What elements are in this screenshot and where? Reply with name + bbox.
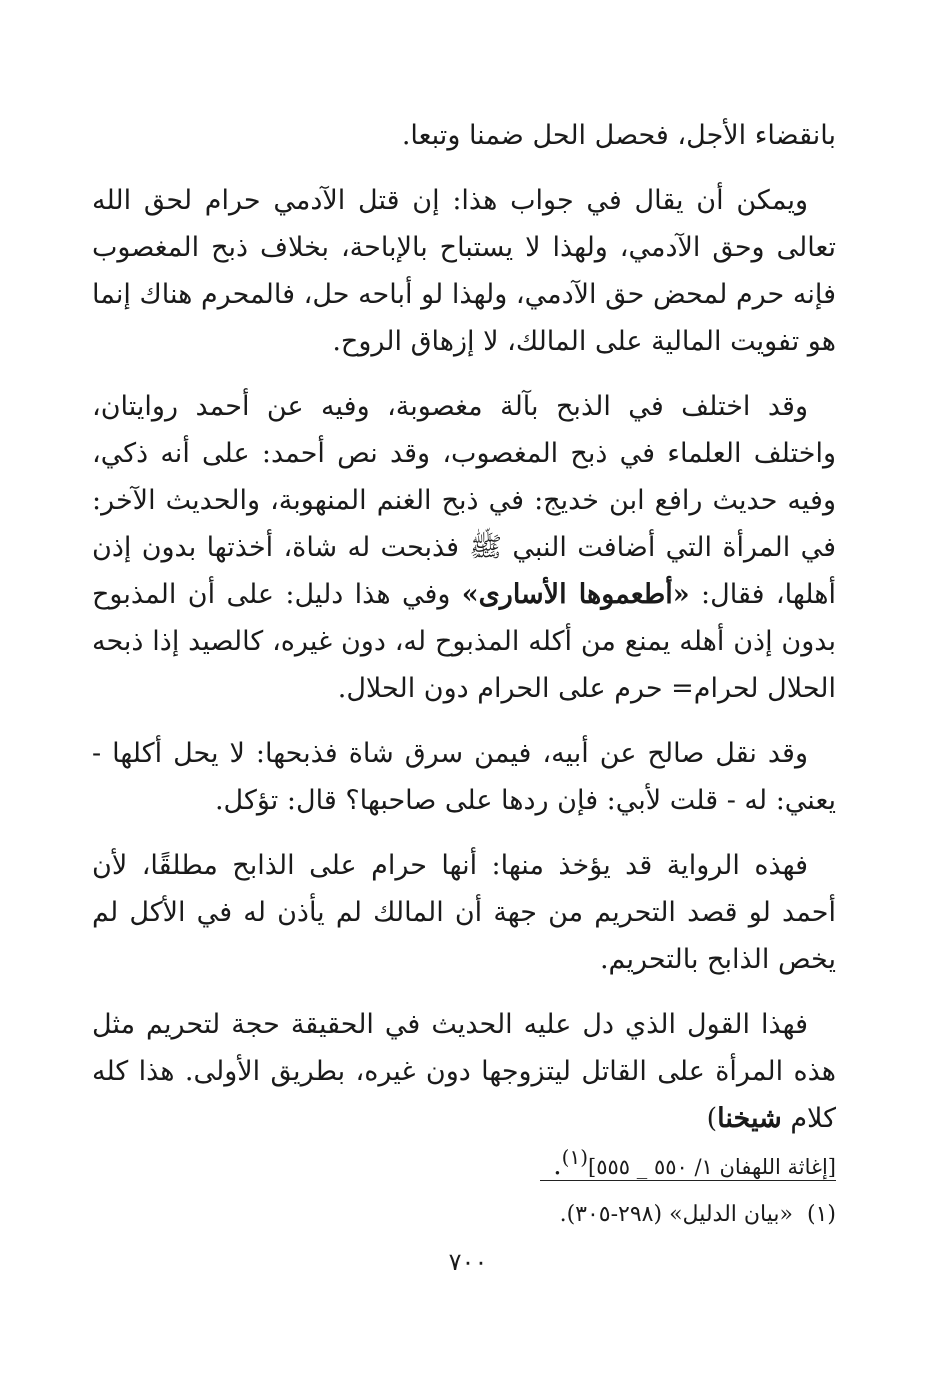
paragraph-6: [92, 1001, 836, 1191]
paragraph-6-paren: ): [706, 1103, 718, 1134]
shaykh-name: شيخنا: [717, 1103, 782, 1134]
footnote-reference: (١): [561, 1145, 589, 1169]
paragraph-1: بانقضاء الأجل، فحصل الحل ضمنا وتبعا.: [401, 120, 836, 151]
footnote-divider: [540, 1180, 836, 1181]
paragraph-2: ويمكن أن يقال في جواب هذا: إن قتل الآدمي حرام لحق الله تعالى وحق الآدمي، ولهذا لا يستباح بالإباحة، بخلاف ذبح المغصوب فإنه حرم لمحض حق الآدمي، ولهذا لو أباحه حل، فالمحرم هناك إنما هو تفويت المالية على المالك، لا إزهاق الروح.: [92, 185, 836, 357]
footnote-text: «بيان الدليل» (٢٩٨-٣٠٥).: [559, 1202, 793, 1227]
page-number: ٧٠٠: [448, 1248, 488, 1276]
page-body: [92, 112, 836, 1209]
paragraph-3-text-b: وفي هذا دليل: على أن المذبوح بدون إذن أهله يمنع من أكله المذبوح له، دون غيره، كالصيد إذا ذبحه الحلال لحرام= حرم على الحرام دون الحلال.: [92, 579, 836, 704]
paragraph-6-text-a: فهذا القول الذي دل عليه الحديث في الحقيقة حجة لتحريم مثل هذه المرأة على القاتل ليتزوجها دون غيره، بطريق الأولى. هذا كله كلام: [92, 1009, 836, 1134]
paragraph-3-text-a: وقد اختلف في الذبح بآلة مغصوبة، وفيه عن أحمد روايتان، واختلف العلماء في ذبح المغصوب، وقد نص أحمد: على أنه ذكي، وفيه حديث رافع ابن خديج: في ذبح الغنم المنهوبة، والحديث الآخر: في المرأة التي أضافت النبي ﷺ فذبحت له شاة، أخذتها بدون إذن أهلها، فقال:: [92, 391, 836, 610]
paragraph-4: وقد نقل صالح عن أبيه، فيمن سرق شاة فذبحها: لا يحل أكلها - يعني: له - قلت لأبي: فإن ردها على صاحبها؟ قال: تؤكل.: [92, 738, 836, 816]
paragraph-5: فهذه الرواية قد يؤخذ منها: أنها حرام على الذابح مطلقًا، لأن أحمد لو قصد التحريم من جهة أن المالك لم يأذن له في الأكل لم يخص الذابح بالتحريم.: [92, 850, 836, 975]
source-citation: [إغاثة اللهفان ١/ ٥٥٠ _ ٥٥٥]: [588, 1155, 836, 1179]
footnote: [96, 1198, 836, 1232]
paragraph-3: [92, 383, 836, 712]
hadith-quote: «أطعموها الأسارى»: [461, 579, 690, 610]
footnote-number: (١): [806, 1202, 836, 1227]
paragraph-6-end: .: [553, 1150, 562, 1181]
